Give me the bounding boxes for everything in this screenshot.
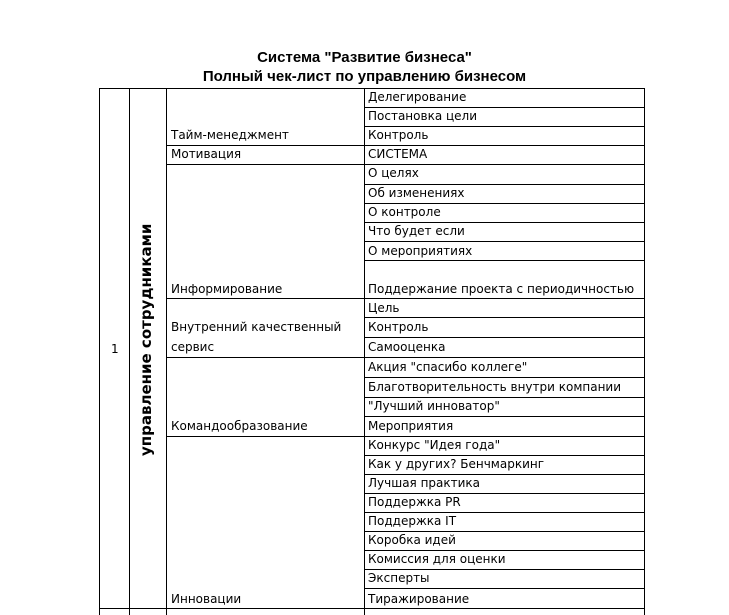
grid-line (644, 88, 645, 615)
checklist-item: Постановка цели (368, 109, 478, 123)
grid-line (364, 241, 645, 242)
category-label: Тайм-менеджмент (171, 128, 289, 142)
grid-line (364, 531, 645, 532)
grid-line (364, 260, 645, 261)
grid-line (364, 493, 645, 494)
category-label: Внутренний качественный (171, 320, 342, 334)
grid-line (364, 512, 645, 513)
category-label: сервис (171, 340, 215, 354)
grid-line (99, 88, 100, 615)
checklist-item: Цель (368, 301, 400, 315)
grid-line (364, 474, 645, 475)
checklist-item: СИСТЕМА (368, 147, 428, 161)
category-label: Мотивация (171, 147, 242, 161)
grid-line (99, 608, 645, 609)
checklist-item: Тиражирование (368, 592, 470, 606)
row-number: 1 (111, 342, 119, 356)
grid-line (166, 88, 167, 615)
category-label: Инновации (171, 592, 242, 606)
checklist-item: Поддержка IT (368, 514, 457, 528)
checklist-item: Мероприятия (368, 419, 454, 433)
grid-line (99, 88, 645, 89)
document-subtitle: Полный чек-лист по управлению бизнесом (202, 68, 527, 85)
document-title: Система "Развитие бизнеса" (257, 49, 472, 66)
grid-line (166, 164, 645, 165)
checklist-item: Конкурс "Идея года" (368, 438, 501, 452)
checklist-item: Эксперты (368, 571, 430, 585)
checklist-item: Поддержка PR (368, 495, 461, 509)
category-label: Командообразование (171, 419, 308, 433)
grid-line (364, 569, 645, 570)
checklist-item: Коробка идей (368, 533, 456, 547)
grid-line (129, 88, 130, 615)
checklist-item: Поддержание проекта с периодичностью (368, 282, 635, 296)
grid-line (364, 397, 645, 398)
checklist-item: Самооценка (368, 340, 446, 354)
grid-line (364, 107, 645, 108)
checklist-item: Контроль (368, 128, 429, 142)
grid-line (166, 145, 645, 146)
checklist-item: О контроле (368, 205, 441, 219)
checklist-item: Комиссия для оценки (368, 552, 506, 566)
checklist-item: Делегирование (368, 90, 467, 104)
grid-line (364, 184, 645, 185)
grid-line (364, 377, 645, 378)
grid-line (364, 317, 645, 318)
grid-line (364, 203, 645, 204)
checklist-item: Лучшая практика (368, 476, 481, 490)
checklist-item: Как у других? Бенчмаркинг (368, 457, 545, 471)
grid-line (364, 455, 645, 456)
section-label: управление сотрудниками (137, 223, 155, 456)
category-label: Информирование (171, 282, 283, 296)
grid-line (364, 126, 645, 127)
checklist-item: Об изменениях (368, 186, 465, 200)
grid-line (364, 88, 365, 615)
checklist-item: О мероприятиях (368, 244, 473, 258)
checklist-item: Контроль (368, 320, 429, 334)
grid-line (364, 222, 645, 223)
grid-line (166, 298, 645, 299)
grid-line (364, 550, 645, 551)
checklist-item: "Лучший инноватор" (368, 399, 500, 413)
grid-line (364, 588, 645, 589)
checklist-item: Что будет если (368, 224, 465, 238)
checklist-item: Благотворительность внутри компании (368, 380, 622, 394)
checklist-item: Акция "спасибо коллеге" (368, 360, 528, 374)
grid-line (364, 416, 645, 417)
checklist-item: О целях (368, 166, 419, 180)
grid-line (166, 436, 645, 437)
grid-line (166, 357, 645, 358)
grid-line (364, 337, 645, 338)
